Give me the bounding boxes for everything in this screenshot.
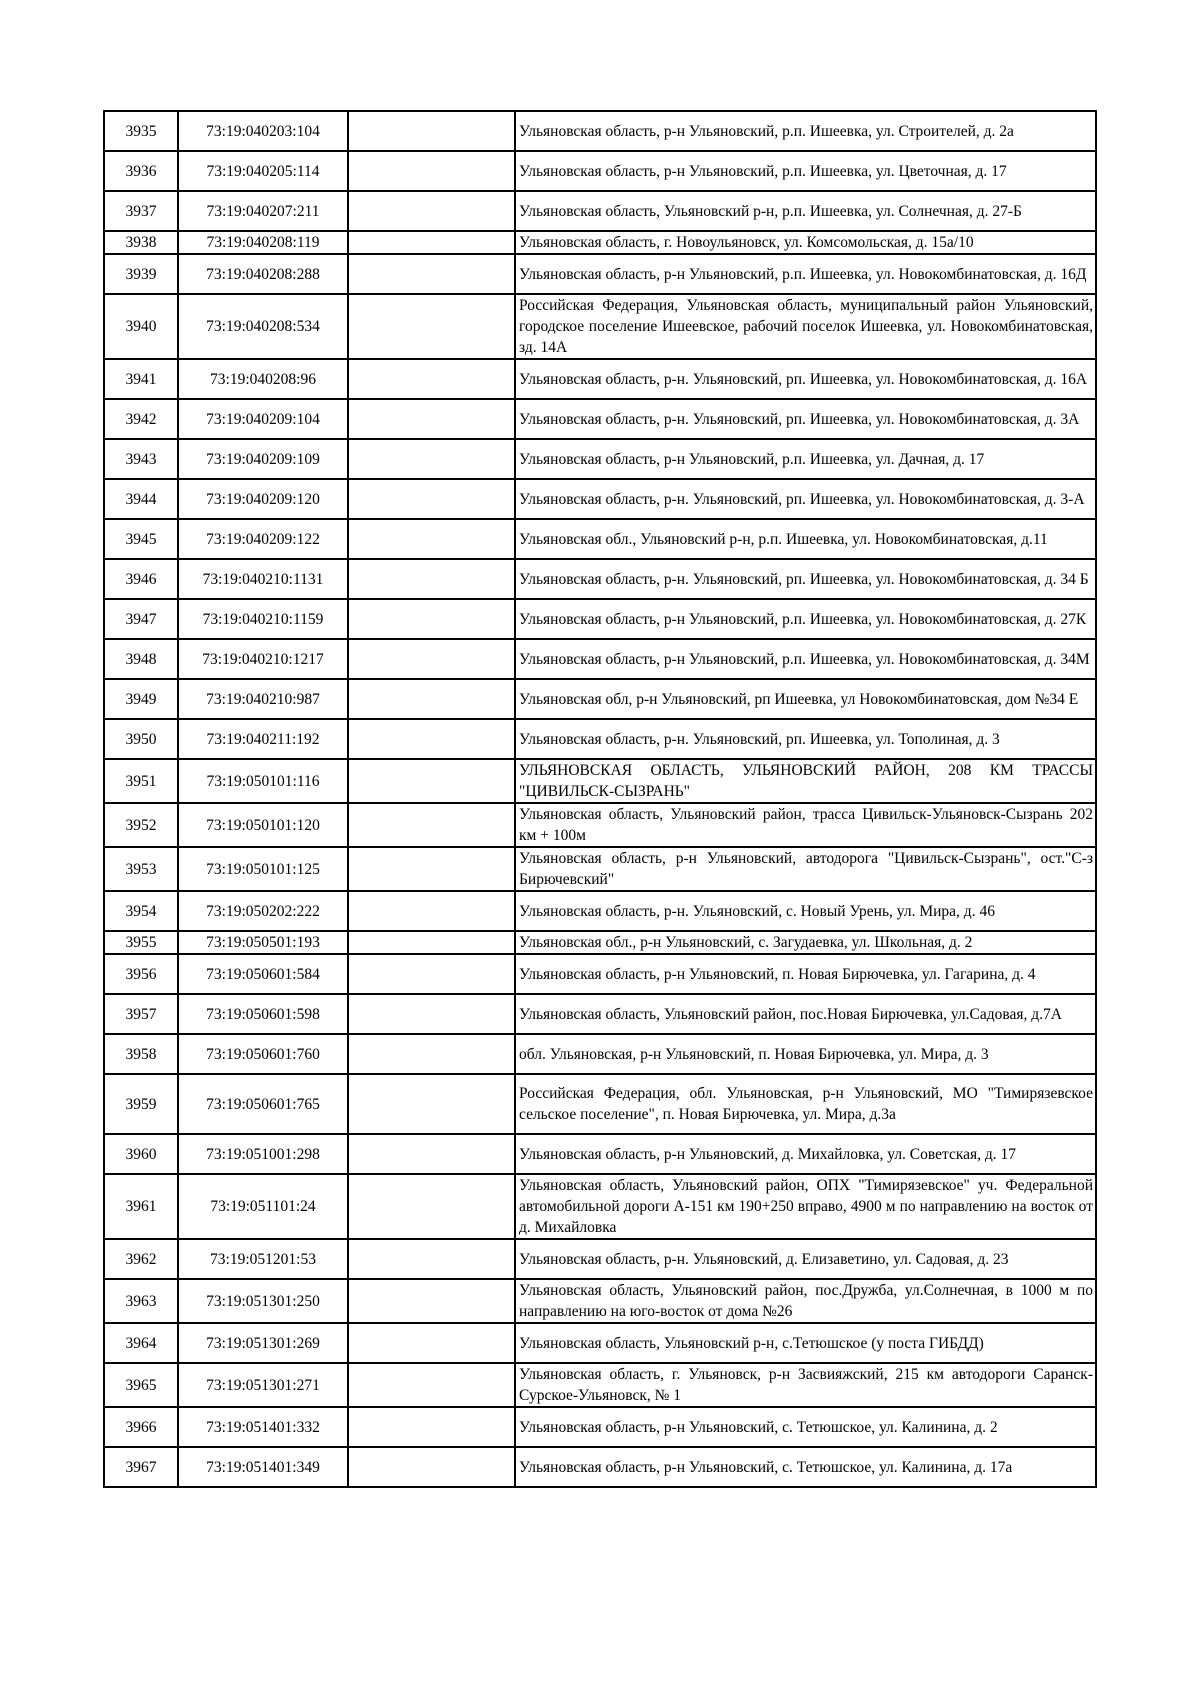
cadastral-number: 73:19:051301:271 <box>178 1363 348 1407</box>
address-cell: Ульяновская область, р-н Ульяновский, р.п. Ишеевка, ул. Новокомбинатовская, д. 16Д <box>515 254 1096 294</box>
address-cell: Ульяновская область, р-н. Ульяновский, с. Новый Урень, ул. Мира, д. 46 <box>515 891 1096 931</box>
cadastral-number: 73:19:040208:288 <box>178 254 348 294</box>
address-cell: Ульяновская область, р-н Ульяновский, р.п. Ишеевка, ул. Строителей, д. 2а <box>515 111 1096 151</box>
table-row <box>104 994 1096 1034</box>
cadastral-number: 73:19:040208:534 <box>178 294 348 359</box>
row-number: 3960 <box>104 1134 178 1174</box>
table-row <box>104 1363 1096 1407</box>
cadastral-number: 73:19:050501:193 <box>178 931 348 954</box>
empty-cell <box>348 639 515 679</box>
address-cell: Ульяновская область, р-н Ульяновский, п. Новая Бирючевка, ул. Гагарина, д. 4 <box>515 954 1096 994</box>
empty-cell <box>348 151 515 191</box>
row-number: 3943 <box>104 439 178 479</box>
address-cell: Ульяновская область, Ульяновский р-н, с.Тетюшское (у поста ГИБДД) <box>515 1323 1096 1363</box>
empty-cell <box>348 1174 515 1239</box>
empty-cell <box>348 359 515 399</box>
empty-cell <box>348 1074 515 1134</box>
cadastral-number: 73:19:040211:192 <box>178 719 348 759</box>
cadastral-number: 73:19:040205:114 <box>178 151 348 191</box>
row-number: 3940 <box>104 294 178 359</box>
cadastral-number: 73:19:040208:96 <box>178 359 348 399</box>
empty-cell <box>348 519 515 559</box>
table-row <box>104 891 1096 931</box>
table-row <box>104 191 1096 231</box>
table-row <box>104 1134 1096 1174</box>
empty-cell <box>348 719 515 759</box>
cadastral-number: 73:19:051401:332 <box>178 1407 348 1447</box>
table-row <box>104 1174 1096 1239</box>
table-row <box>104 1279 1096 1323</box>
row-number: 3945 <box>104 519 178 559</box>
row-number: 3952 <box>104 803 178 847</box>
empty-cell <box>348 111 515 151</box>
empty-cell <box>348 1034 515 1074</box>
empty-cell <box>348 254 515 294</box>
table-row <box>104 599 1096 639</box>
empty-cell <box>348 1447 515 1487</box>
row-number: 3965 <box>104 1363 178 1407</box>
empty-cell <box>348 1323 515 1363</box>
empty-cell <box>348 759 515 803</box>
cadastral-number: 73:19:040210:1159 <box>178 599 348 639</box>
table-row <box>104 931 1096 954</box>
cadastral-number: 73:19:050101:120 <box>178 803 348 847</box>
address-cell: Ульяновская область, р-н. Ульяновский, рп. Ишеевка, ул. Новокомбинатовская, д. 3А <box>515 399 1096 439</box>
empty-cell <box>348 479 515 519</box>
address-cell: Ульяновская область, р-н. Ульяновский, рп. Ишеевка, ул. Новокомбинатовская, д. 3-А <box>515 479 1096 519</box>
table-row <box>104 803 1096 847</box>
table-row <box>104 231 1096 254</box>
table-row <box>104 479 1096 519</box>
empty-cell <box>348 1363 515 1407</box>
empty-cell <box>348 294 515 359</box>
table-row <box>104 1074 1096 1134</box>
row-number: 3947 <box>104 599 178 639</box>
cadastral-number: 73:19:040210:1131 <box>178 559 348 599</box>
address-cell: Ульяновская область, р-н. Ульяновский, рп. Ишеевка, ул. Тополиная, д. 3 <box>515 719 1096 759</box>
table-row <box>104 1447 1096 1487</box>
empty-cell <box>348 1279 515 1323</box>
row-number: 3964 <box>104 1323 178 1363</box>
empty-cell <box>348 994 515 1034</box>
address-cell: Ульяновская область, р-н Ульяновский, р.п. Ишеевка, ул. Дачная, д. 17 <box>515 439 1096 479</box>
empty-cell <box>348 439 515 479</box>
cadastral-number: 73:19:040209:109 <box>178 439 348 479</box>
table-row <box>104 1323 1096 1363</box>
address-cell: Ульяновская область, р-н. Ульяновский, рп. Ишеевка, ул. Новокомбинатовская, д. 16А <box>515 359 1096 399</box>
table-row <box>104 151 1096 191</box>
cadastral-number: 73:19:040210:1217 <box>178 639 348 679</box>
cadastral-number: 73:19:040203:104 <box>178 111 348 151</box>
empty-cell <box>348 847 515 891</box>
table-row <box>104 954 1096 994</box>
row-number: 3954 <box>104 891 178 931</box>
row-number: 3944 <box>104 479 178 519</box>
address-cell: Ульяновская область, р-н Ульяновский, автодорога "Цивильск-Сызрань", ост."С-з Бирючевский" <box>515 847 1096 891</box>
row-number: 3935 <box>104 111 178 151</box>
table-row <box>104 759 1096 803</box>
empty-cell <box>348 191 515 231</box>
row-number: 3937 <box>104 191 178 231</box>
register-table <box>103 110 1097 1488</box>
address-cell: обл. Ульяновская, р-н Ульяновский, п. Новая Бирючевка, ул. Мира, д. 3 <box>515 1034 1096 1074</box>
table-row <box>104 1239 1096 1279</box>
empty-cell <box>348 559 515 599</box>
empty-cell <box>348 679 515 719</box>
table-row <box>104 559 1096 599</box>
address-cell: Ульяновская область, Ульяновский район, трасса Цивильск-Ульяновск-Сызрань 202 км + 100м <box>515 803 1096 847</box>
table-row <box>104 719 1096 759</box>
table-row <box>104 399 1096 439</box>
address-cell: Ульяновская область, Ульяновский район, пос.Дружба, ул.Солнечная, в 1000 м по направлению на юго-восток от дома №26 <box>515 1279 1096 1323</box>
row-number: 3963 <box>104 1279 178 1323</box>
address-cell: Российская Федерация, Ульяновская область, муниципальный район Ульяновский, городское поселение Ишеевское, рабочий поселок Ишеевка, ул. Новокомбинатовская, зд. 14А <box>515 294 1096 359</box>
cadastral-number: 73:19:051301:269 <box>178 1323 348 1363</box>
cadastral-number: 73:19:040208:119 <box>178 231 348 254</box>
cadastral-number: 73:19:040209:122 <box>178 519 348 559</box>
empty-cell <box>348 1239 515 1279</box>
row-number: 3953 <box>104 847 178 891</box>
empty-cell <box>348 1407 515 1447</box>
empty-cell <box>348 399 515 439</box>
table-row <box>104 1034 1096 1074</box>
row-number: 3957 <box>104 994 178 1034</box>
row-number: 3950 <box>104 719 178 759</box>
empty-cell <box>348 599 515 639</box>
empty-cell <box>348 931 515 954</box>
address-cell: Ульяновская обл., Ульяновский р-н, р.п. Ишеевка, ул. Новокомбинатовская, д.11 <box>515 519 1096 559</box>
table-row <box>104 254 1096 294</box>
cadastral-number: 73:19:050202:222 <box>178 891 348 931</box>
empty-cell <box>348 954 515 994</box>
row-number: 3962 <box>104 1239 178 1279</box>
table-row <box>104 519 1096 559</box>
address-cell: Ульяновская область, Ульяновский район, ОПХ "Тимирязевское" уч. Федеральной автомобильной дороги А-151 км 190+250 вправо, 4900 м по направлению на восток от д. Михайловка <box>515 1174 1096 1239</box>
cadastral-number: 73:19:050601:598 <box>178 994 348 1034</box>
cadastral-number: 73:19:051201:53 <box>178 1239 348 1279</box>
cadastral-number: 73:19:040207:211 <box>178 191 348 231</box>
cadastral-number: 73:19:051401:349 <box>178 1447 348 1487</box>
table-row <box>104 679 1096 719</box>
address-cell: УЛЬЯНОВСКАЯ ОБЛАСТЬ, УЛЬЯНОВСКИЙ РАЙОН, 208 КМ ТРАССЫ "ЦИВИЛЬСК-СЫЗРАНЬ" <box>515 759 1096 803</box>
row-number: 3939 <box>104 254 178 294</box>
table-row <box>104 639 1096 679</box>
table-row <box>104 847 1096 891</box>
register-table-body <box>104 111 1096 1487</box>
cadastral-number: 73:19:040209:120 <box>178 479 348 519</box>
table-row <box>104 439 1096 479</box>
cadastral-number: 73:19:040210:987 <box>178 679 348 719</box>
address-cell: Ульяновская область, Ульяновский район, пос.Новая Бирючевка, ул.Садовая, д.7А <box>515 994 1096 1034</box>
cadastral-number: 73:19:050101:116 <box>178 759 348 803</box>
row-number: 3958 <box>104 1034 178 1074</box>
cadastral-number: 73:19:051301:250 <box>178 1279 348 1323</box>
row-number: 3959 <box>104 1074 178 1134</box>
address-cell: Российская Федерация, обл. Ульяновская, р-н Ульяновский, МО "Тимирязевское сельское поселение", п. Новая Бирючевка, ул. Мира, д.3а <box>515 1074 1096 1134</box>
address-cell: Ульяновская область, р-н Ульяновский, р.п. Ишеевка, ул. Новокомбинатовская, д. 27К <box>515 599 1096 639</box>
table-row <box>104 294 1096 359</box>
address-cell: Ульяновская область, Ульяновский р-н, р.п. Ишеевка, ул. Солнечная, д. 27-Б <box>515 191 1096 231</box>
cadastral-number: 73:19:051101:24 <box>178 1174 348 1239</box>
cadastral-number: 73:19:051001:298 <box>178 1134 348 1174</box>
row-number: 3956 <box>104 954 178 994</box>
address-cell: Ульяновская область, р-н Ульяновский, р.п. Ишеевка, ул. Новокомбинатовская, д. 34М <box>515 639 1096 679</box>
row-number: 3967 <box>104 1447 178 1487</box>
address-cell: Ульяновская область, г. Ульяновск, р-н Засвияжский, 215 км автодороги Саранск-Сурское-Ульяновск, № 1 <box>515 1363 1096 1407</box>
table-row <box>104 359 1096 399</box>
table-row <box>104 111 1096 151</box>
cadastral-number: 73:19:040209:104 <box>178 399 348 439</box>
row-number: 3948 <box>104 639 178 679</box>
row-number: 3949 <box>104 679 178 719</box>
address-cell: Ульяновская область, р-н Ульяновский, д. Михайловка, ул. Советская, д. 17 <box>515 1134 1096 1174</box>
row-number: 3951 <box>104 759 178 803</box>
address-cell: Ульяновская область, р-н. Ульяновский, д. Елизаветино, ул. Садовая, д. 23 <box>515 1239 1096 1279</box>
row-number: 3936 <box>104 151 178 191</box>
cadastral-number: 73:19:050601:584 <box>178 954 348 994</box>
row-number: 3942 <box>104 399 178 439</box>
address-cell: Ульяновская обл, р-н Ульяновский, рп Ишеевка, ул Новокомбинатовская, дом №34 Е <box>515 679 1096 719</box>
cadastral-number: 73:19:050601:765 <box>178 1074 348 1134</box>
row-number: 3961 <box>104 1174 178 1239</box>
address-cell: Ульяновская обл., р-н Ульяновский, с. Загудаевка, ул. Школьная, д. 2 <box>515 931 1096 954</box>
row-number: 3938 <box>104 231 178 254</box>
cadastral-number: 73:19:050101:125 <box>178 847 348 891</box>
table-row <box>104 1407 1096 1447</box>
row-number: 3955 <box>104 931 178 954</box>
address-cell: Ульяновская область, р-н. Ульяновский, рп. Ишеевка, ул. Новокомбинатовская, д. 34 Б <box>515 559 1096 599</box>
address-cell: Ульяновская область, р-н Ульяновский, р.п. Ишеевка, ул. Цветочная, д. 17 <box>515 151 1096 191</box>
address-cell: Ульяновская область, г. Новоульяновск, ул. Комсомольская, д. 15а/10 <box>515 231 1096 254</box>
empty-cell <box>348 803 515 847</box>
row-number: 3941 <box>104 359 178 399</box>
cadastral-number: 73:19:050601:760 <box>178 1034 348 1074</box>
address-cell: Ульяновская область, р-н Ульяновский, с. Тетюшское, ул. Калинина, д. 2 <box>515 1407 1096 1447</box>
row-number: 3966 <box>104 1407 178 1447</box>
address-cell: Ульяновская область, р-н Ульяновский, с. Тетюшское, ул. Калинина, д. 17а <box>515 1447 1096 1487</box>
empty-cell <box>348 891 515 931</box>
empty-cell <box>348 231 515 254</box>
empty-cell <box>348 1134 515 1174</box>
row-number: 3946 <box>104 559 178 599</box>
